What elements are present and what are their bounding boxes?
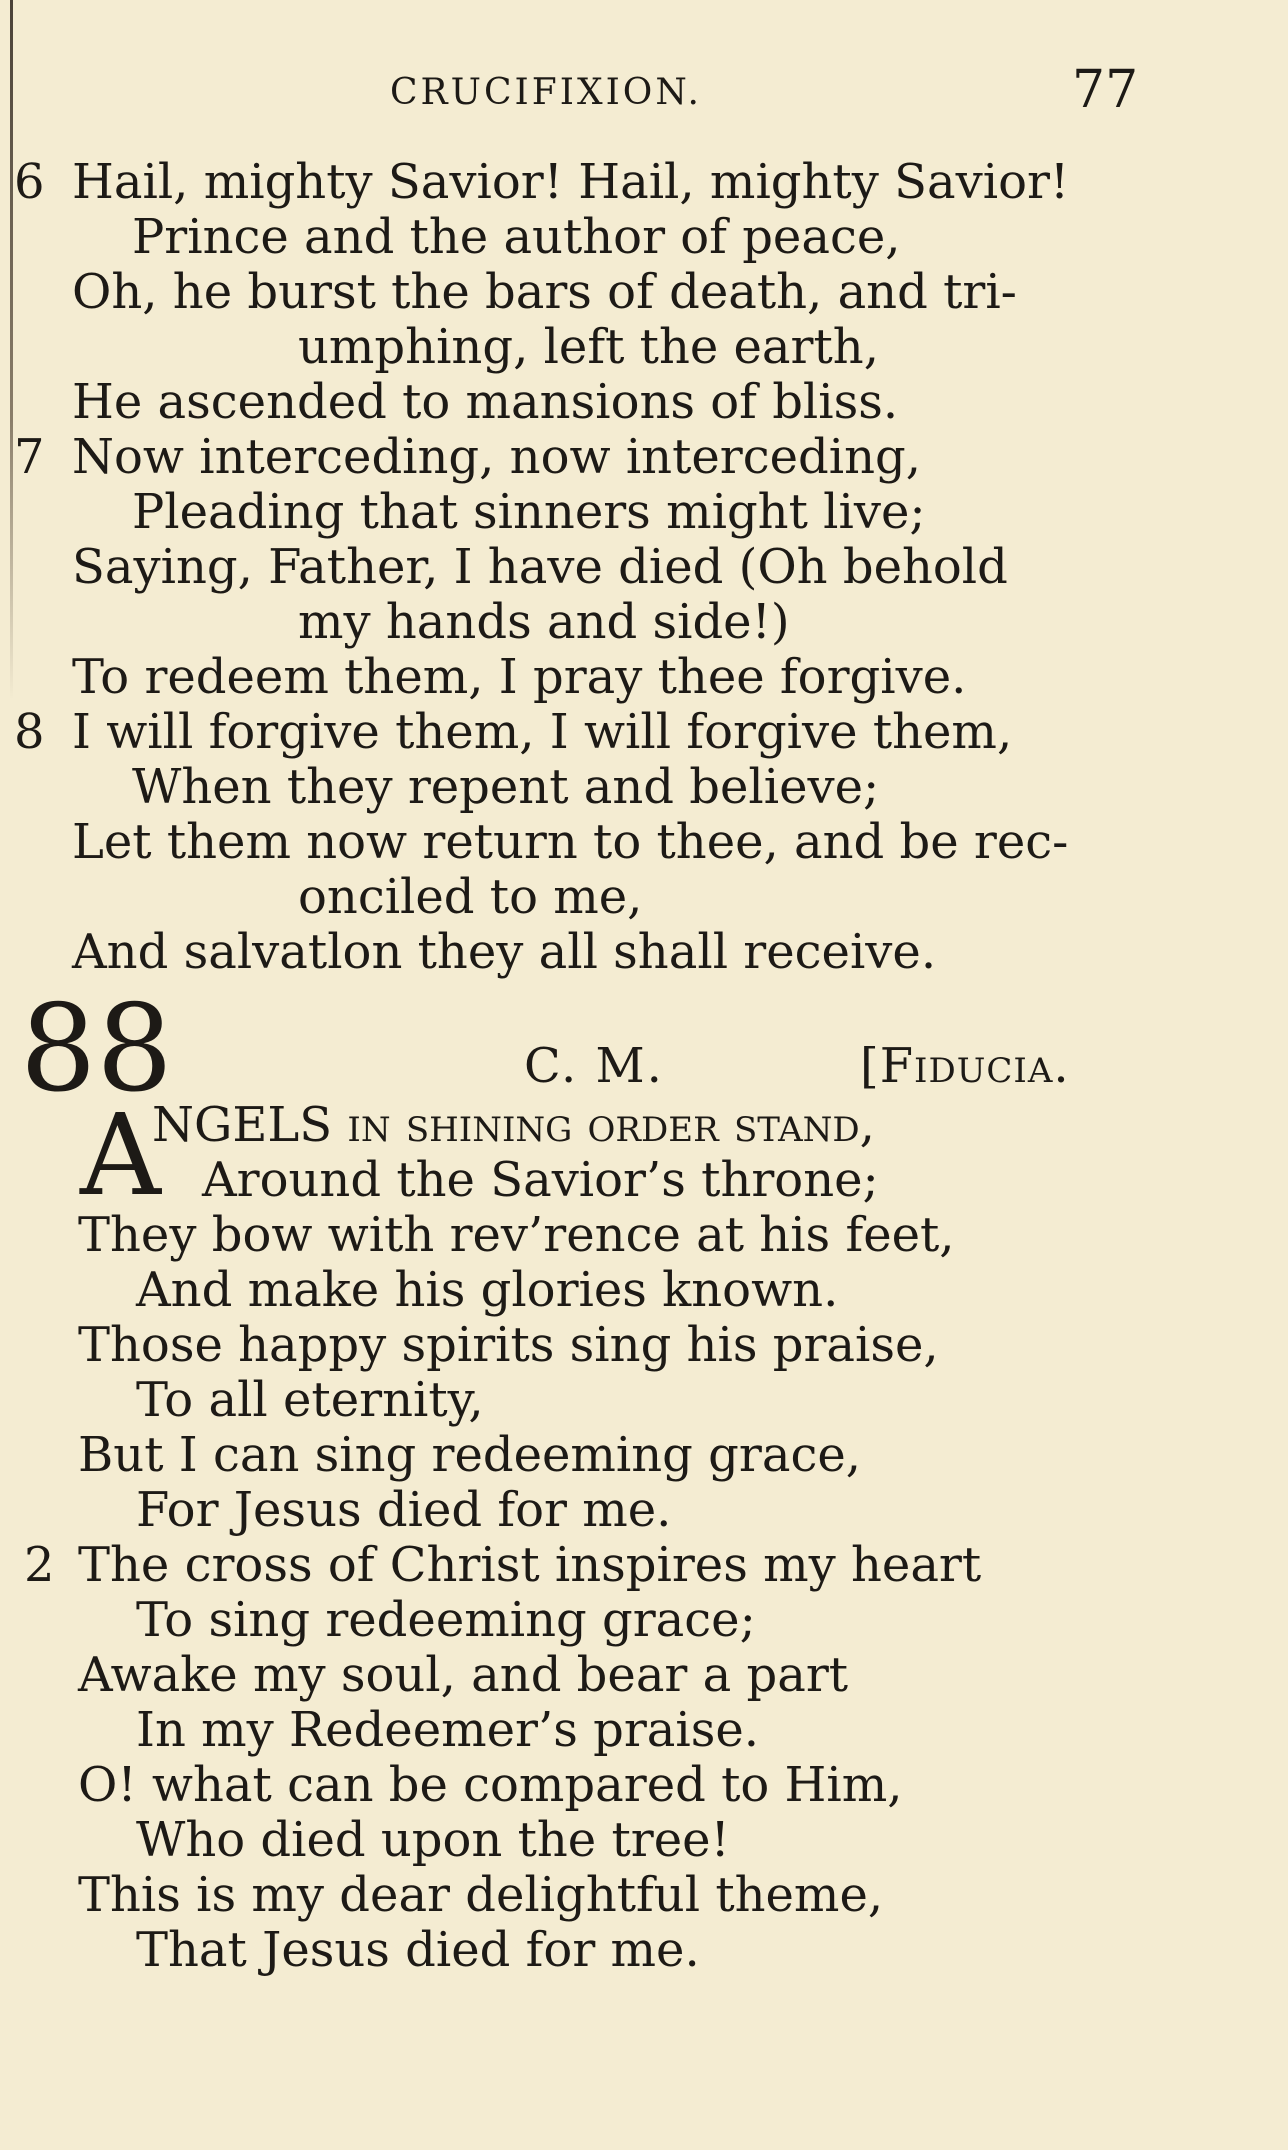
hymn-heading [0,980,1288,1119]
verse-line: Around the Savior’s throne; [202,1152,879,1208]
verse-8 [0,705,1288,980]
verse-7 [0,430,1288,705]
verse-line: O! what can be compared to Him, [78,1757,903,1813]
verse-line: This is my dear delightful theme, [78,1867,884,1923]
running-head [0,60,1288,120]
verse-line: 7 Now interceding, now interceding, [14,429,921,485]
verse-line: To redeem them, I pray thee forgive. [72,649,967,705]
verse-line: In my Redeemer’s praise. [136,1702,760,1758]
verse-line: To all eternity, [136,1372,484,1428]
hymn-tune: [Fiducia. [860,1038,1070,1094]
verse-line: He ascended to mansions of bliss. [72,374,899,430]
hymn-verse-2 [0,1538,1288,1978]
verse-line: When they repent and believe; [132,759,880,815]
verse-number: 6 [14,154,45,210]
verse-line: For Jesus died for me. [136,1482,672,1538]
verse-line: 2 The cross of Christ inspires my heart [24,1537,982,1593]
verse-line: Those happy spirits sing his praise, [78,1317,939,1373]
verse-line: 8 I will forgive them, I will forgive them, [14,704,1013,760]
verse-line: Prince and the author of peace, [132,209,901,265]
running-title: CRUCIFIXION. [390,72,702,113]
verse-line: onciled to me, [298,869,643,925]
page-number: 77 [1072,60,1139,120]
verse-line: But I can sing redeeming grace, [78,1427,861,1483]
hymn-meter: C. M. [524,1038,664,1094]
verse-line: To sing redeeming grace; [136,1592,756,1648]
drop-cap: A [80,1091,161,1221]
verse-line: And salvatlon they all shall receive. [72,924,937,980]
verse-line: And make his glories known. [136,1262,839,1318]
verse-number: 2 [24,1537,55,1593]
verse-line: Let them now return to thee, and be rec- [72,814,1069,870]
hymn-verse-1 [0,1091,1288,1538]
verse-line: 6 Hail, mighty Savior! Hail, mighty Savior! [14,154,1070,210]
verse-number: 8 [14,704,45,760]
verse-line: Pleading that sinners might live; [132,484,926,540]
verse-line: umphing, left the earth, [298,319,879,375]
verse-line: Oh, he burst the bars of death, and tri- [72,264,1017,320]
verse-6 [0,155,1288,430]
verse-line: Saying, Father, I have died (Oh behold [72,539,1008,595]
verse-line: A NGELS in shining order stand, [80,1091,875,1221]
hymn-number: 88 [20,980,173,1119]
verse-line: Who died upon the tree! [136,1812,730,1868]
verse-line: my hands and side!) [298,594,790,650]
verse-line: They bow with rev’rence at his feet, [78,1207,955,1263]
verse-number: 7 [14,429,45,485]
verse-line: That Jesus died for me. [136,1922,700,1978]
verse-line: Awake my soul, and bear a part [78,1647,849,1703]
